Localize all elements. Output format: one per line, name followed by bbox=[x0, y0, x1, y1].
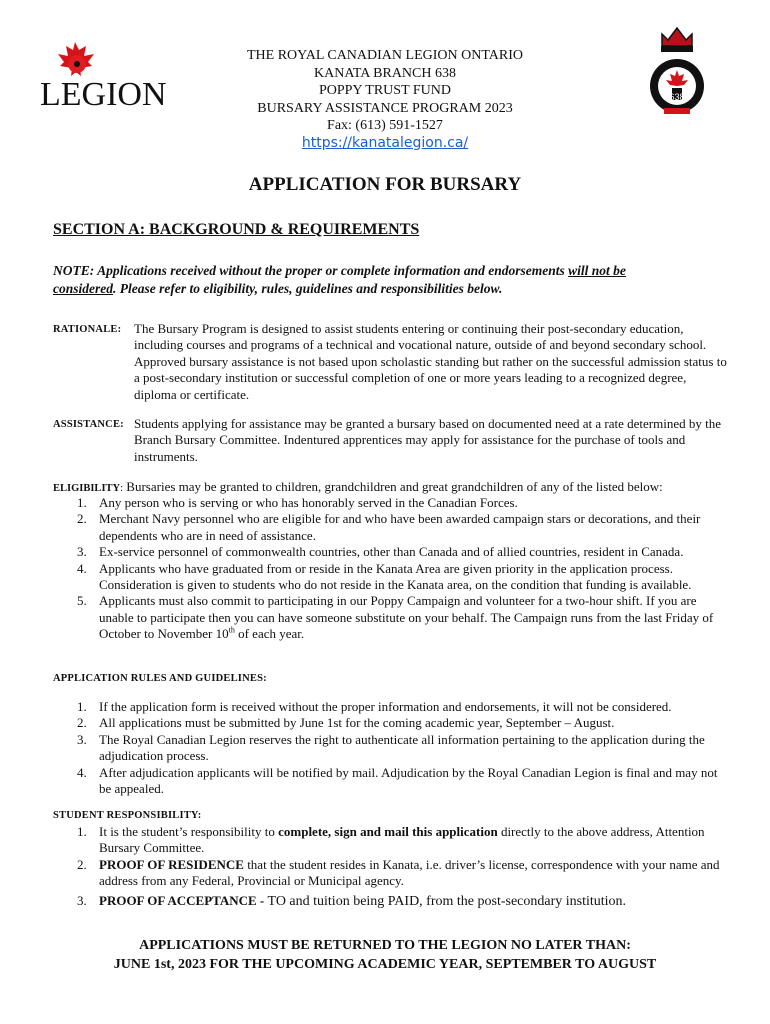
legion-wordmark: LEGION bbox=[40, 76, 167, 113]
list-item: 2. PROOF OF RESIDENCE that the student resides in Kanata, i.e. driver’s license, correspondence with your name and address from any Federal, Provincial or Municipal agency. bbox=[77, 856, 720, 889]
crown-badge-icon bbox=[648, 24, 706, 124]
note bbox=[53, 262, 723, 298]
note-underlined: will not be bbox=[568, 263, 626, 278]
org-name: THE ROYAL CANADIAN LEGION ONTARIO bbox=[247, 48, 523, 63]
page-title: APPLICATION FOR BURSARY bbox=[248, 174, 522, 195]
fund-name: POPPY TRUST FUND bbox=[318, 83, 451, 98]
section-heading: SECTION A: BACKGROUND & REQUIREMENTS bbox=[53, 221, 420, 238]
responsibility-list bbox=[53, 824, 728, 910]
responsibility-label: STUDENT RESPONSIBILITY: bbox=[53, 810, 202, 821]
note-underlined: considered bbox=[53, 281, 113, 296]
list-item: 3. PROOF OF ACCEPTANCE - TO and tuition being PAID, from the post-secondary institution. bbox=[77, 892, 627, 909]
deadline-line: JUNE 1st, 2023 FOR THE UPCOMING ACADEMIC YEAR, SEPTEMBER TO AUGUST bbox=[113, 957, 657, 972]
note-text: NOTE: Applications received without the proper or complete information and endorsements bbox=[53, 263, 569, 278]
website-link[interactable]: https://kanatalegion.ca/ bbox=[301, 134, 469, 151]
list-item: 5. Applicants must also commit to participating in our Poppy Campaign and volunteer for a two-hour shift. If you are unable to participate then you can have someone substitute on your behalf. The Campaign runs from the last Friday of October to November 10th of each year. bbox=[77, 593, 714, 642]
poppy-maple-icon bbox=[48, 40, 108, 80]
list-item: 2. All applications must be submitted by June 1st for the coming academic year, September – August. bbox=[77, 715, 615, 731]
list-item: 2. Merchant Navy personnel who are eligible for and who have been awarded campaign stars or decorations, and their dependents who are in need of assistance. bbox=[77, 511, 701, 543]
note-text: . Please refer to eligibility, rules, guidelines and responsibilities below. bbox=[113, 281, 503, 296]
program-name: BURSARY ASSISTANCE PROGRAM 2023 bbox=[257, 100, 513, 116]
list-item: 1. If the application form is received without the proper information and endorsements, it will not be considered. bbox=[77, 699, 672, 714]
list-item: 4. After adjudication applicants will be notified by mail. Adjudication by the Royal Canadian Legion is final and may not be appealed. bbox=[77, 764, 718, 797]
list-item: 4. Applicants who have graduated from or reside in the Kanata Area are given priority in the application process. Consideration is given to students who do not reside in the Kanata area, on the condition that funding is available. bbox=[77, 560, 692, 593]
branch-name: KANATA BRANCH 638 bbox=[313, 65, 456, 81]
letterhead bbox=[150, 47, 620, 152]
eligibility-list bbox=[53, 495, 728, 643]
deadline-line: APPLICATIONS MUST BE RETURNED TO THE LEGION NO LATER THAN: bbox=[139, 938, 631, 953]
list-item: 1. Any person who is serving or who has honorably served in the Canadian Forces. bbox=[77, 495, 518, 510]
rationale-label: RATIONALE: bbox=[53, 324, 122, 335]
rules-label: APPLICATION RULES AND GUIDELINES: bbox=[53, 673, 267, 684]
rules-list bbox=[53, 699, 728, 797]
rationale-text: The Bursary Program is designed to assist students entering or continuing their post-secondary education, including courses and programs of a technical and vocational nature, outside of and beyond secondary school. Approved bursary assistance is not based upon scholastic standing but rather on the successful admission status to a post-secondary institution or successful completion of one or more years leading to a recognized degree, diploma or certificate. bbox=[134, 321, 727, 402]
branch-badge bbox=[648, 24, 706, 124]
assistance-label: ASSISTANCE: bbox=[53, 419, 124, 430]
list-item: 3. Ex-service personnel of commonwealth countries, other than Canada and of allied countries, resident in Canada. bbox=[77, 544, 684, 560]
deadline-notice bbox=[0, 936, 770, 974]
legion-logo bbox=[40, 40, 166, 112]
fax-number: Fax: (613) 591-1527 bbox=[327, 118, 443, 133]
badge-number: 638 bbox=[669, 92, 685, 102]
list-item: 1. It is the student’s responsibility to complete, sign and mail this application directly to the above address, Attention Bursary Committee. bbox=[77, 824, 705, 856]
list-item: 3. The Royal Canadian Legion reserves the right to authenticate all information pertaining to the application during the adjudication process. bbox=[77, 731, 705, 764]
eligibility-intro-text: Bursaries may be granted to children, grandchildren and great grandchildren of any of the listed below: bbox=[126, 479, 663, 494]
eligibility-colon: : bbox=[120, 483, 124, 494]
assistance-text: Students applying for assistance may be granted a bursary based on documented need at a rate determined by the Branch Bursary Committee. Indentured apprentices may apply for assistance for the purchase of tools and instruments. bbox=[134, 416, 721, 464]
eligibility-label: ELIGIBILITY bbox=[53, 483, 121, 494]
